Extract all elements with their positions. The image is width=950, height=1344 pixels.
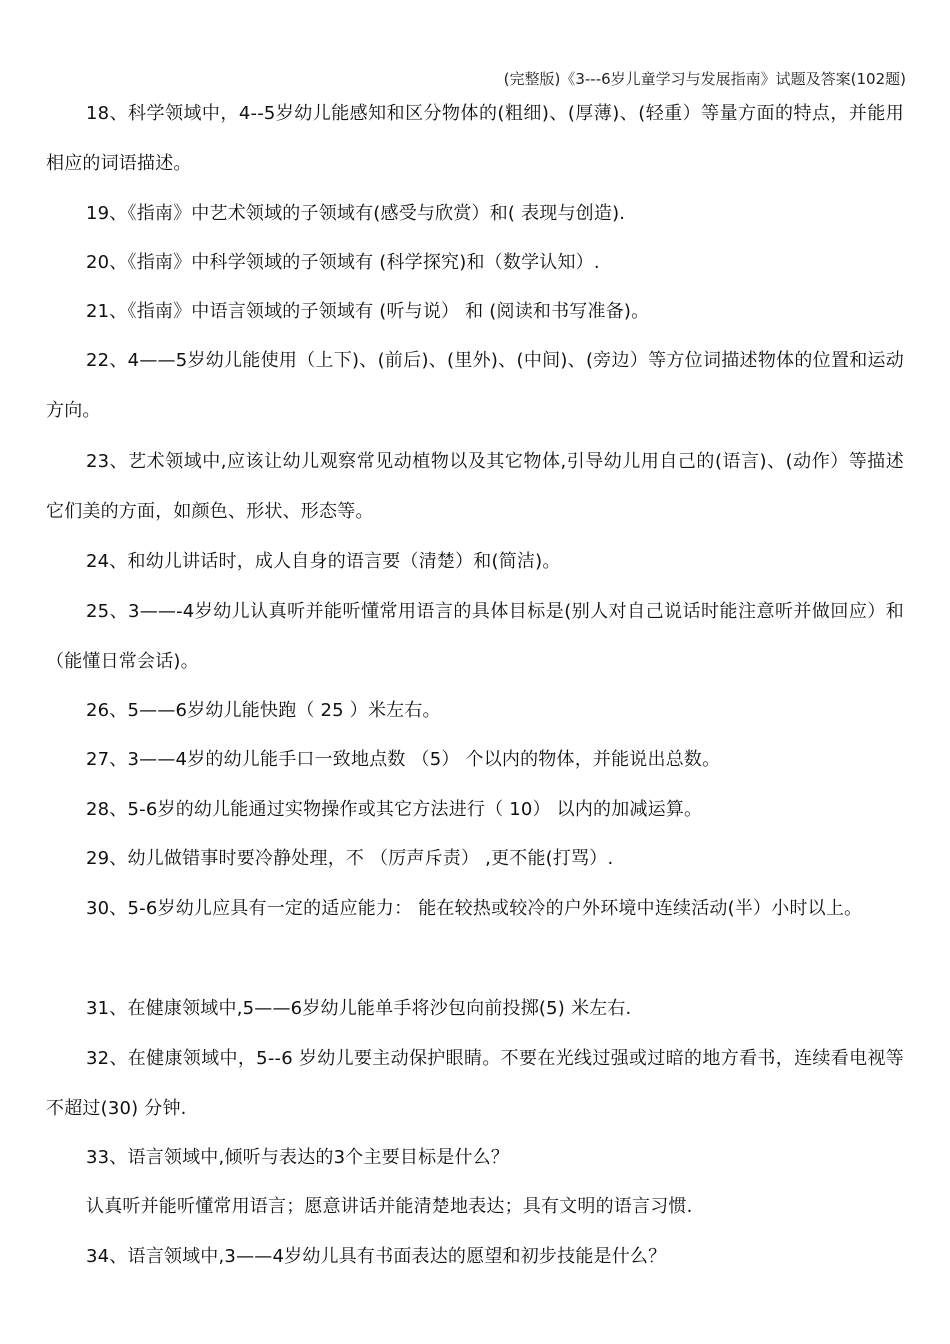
question-21: 21、《指南》中语言领域的子领域有 (听与说） 和 (阅读和书写准备)。 bbox=[86, 301, 650, 322]
question-30: 30、5-6岁幼儿应具有一定的适应能力： 能在较热或较冷的户外环境中连续活动(半）小时以上。 bbox=[86, 898, 863, 919]
question-27: 27、3——4岁的幼儿能手口一致地点数 （5） 个以内的物体，并能说出总数。 bbox=[86, 749, 721, 770]
question-22: 22、4——5岁幼儿能使用（上下)、(前后)、(里外)、(中间)、(旁边）等方位词描述物体的位置和运动方向。 bbox=[46, 350, 904, 421]
question-33: 33、语言领域中,倾听与表达的3个主要目标是什么？ bbox=[86, 1147, 510, 1168]
question-24: 24、和幼儿讲话时，成人自身的语言要（清楚）和(简洁)。 bbox=[86, 551, 561, 572]
question-26: 26、5——6岁幼儿能快跑（ 25 ）米左右。 bbox=[86, 700, 441, 721]
question-23: 23、艺术领域中,应该让幼儿观察常见动植物以及其它物体,引导幼儿用自己的(语言)、(动作）等描述它们美的方面，如颜色、形状、形态等。 bbox=[46, 451, 904, 522]
question-32: 32、在健康领域中，5--6 岁幼儿要主动保护眼睛。不要在光线过强或过暗的地方看书，连续看电视等不超过(30) 分钟. bbox=[46, 1048, 904, 1119]
answer-33: 认真听并能听懂常用语言；愿意讲话并能清楚地表达；具有文明的语言习惯. bbox=[86, 1196, 693, 1217]
question-20: 20、《指南》中科学领域的子领域有 (科学探究)和（数学认知）. bbox=[86, 252, 600, 273]
question-18: 18、科学领域中，4--5岁幼儿能感知和区分物体的(粗细)、(厚薄)、(轻重）等量方面的特点，并能用相应的词语描述。 bbox=[46, 103, 904, 174]
question-34: 34、语言领域中,3——4岁幼儿具有书面表达的愿望和初步技能是什么？ bbox=[86, 1246, 667, 1267]
page-header: (完整版)《3---6岁儿童学习与发展指南》试题及答案(102题) bbox=[503, 70, 906, 88]
question-25: 25、3——-4岁幼儿认真听并能听懂常用语言的具体目标是(别人对自己说话时能注意听并做回应）和（能懂日常会话)。 bbox=[46, 601, 904, 672]
question-29: 29、幼儿做错事时要冷静处理，不 （厉声斥责） ,更不能(打骂）. bbox=[86, 848, 614, 869]
question-31: 31、在健康领域中,5——6岁幼儿能单手将沙包向前投掷(5) 米左右. bbox=[86, 998, 632, 1019]
question-19: 19、《指南》中艺术领域的子领域有(感受与欣赏）和( 表现与创造). bbox=[86, 203, 626, 224]
question-28: 28、5-6岁的幼儿能通过实物操作或其它方法进行（ 10） 以内的加减运算。 bbox=[86, 799, 703, 820]
